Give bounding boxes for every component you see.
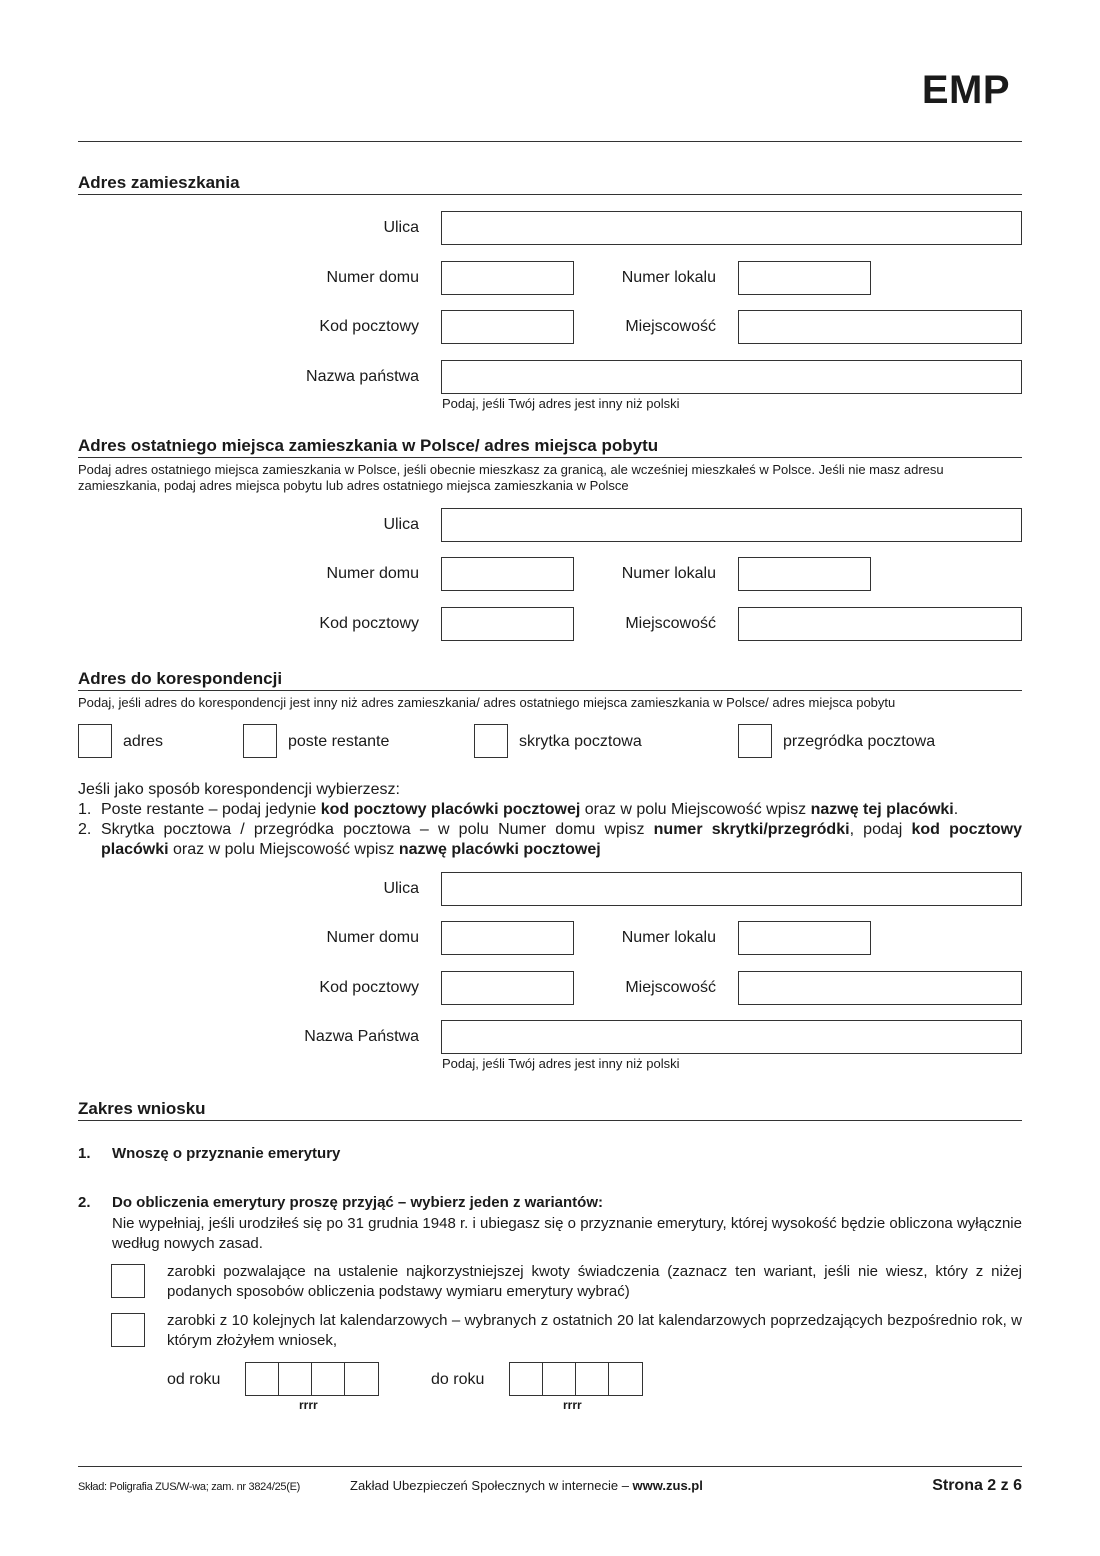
list-number: 2. (78, 1194, 91, 1211)
option-mailbox-label: przegródka pocztowa (783, 733, 936, 750)
country-input[interactable] (441, 1020, 1022, 1054)
list-number: 1. (78, 801, 92, 818)
postal-code-input[interactable] (441, 971, 574, 1005)
postal-code-label: Kod pocztowy (319, 318, 419, 335)
postal-code-input[interactable] (441, 607, 574, 641)
section-title-last-address: Adres ostatniego miejsca zamieszkania w Polsce/ adres miejsca pobytu (78, 436, 659, 455)
form-code: EMP (921, 68, 1010, 112)
street-input[interactable] (441, 211, 1022, 245)
section-title-address: Adres zamieszkania (78, 173, 240, 192)
house-number-input[interactable] (441, 261, 574, 295)
list-number: 2. (78, 821, 92, 838)
footer-divider (78, 1466, 1022, 1467)
section-divider (78, 1120, 1022, 1121)
postal-code-label: Kod pocztowy (319, 615, 419, 632)
to-year-label: do roku (431, 1371, 485, 1388)
flat-number-input[interactable] (738, 921, 871, 955)
city-input[interactable] (738, 310, 1022, 344)
variant-10-years-label: zarobki z 10 kolejnych lat kalendarzowych – wybranych z ostatnich 20 lat kalendarzowych poprzedzających bezpośrednio rok, w którym złożyłem wniosek, (167, 1312, 1022, 1349)
to-year-format: rrrr (563, 1398, 582, 1412)
option-poste-restante-label: poste restante (288, 733, 390, 750)
flat-number-label: Numer lokalu (621, 929, 716, 946)
to-year-input[interactable] (509, 1362, 643, 1396)
street-input[interactable] (441, 872, 1022, 906)
street-label: Ulica (383, 880, 419, 897)
section-description: Podaj adres ostatniego miejsca zamieszkania w Polsce, jeśli obecnie mieszkasz za granicą, ale wcześniej mieszkałeś w Polsce. Jeśli nie masz adresu zamieszkania, podaj adres miejsca pobytu lub adres ostatniego miejsca zamieszkania w Polsce (78, 462, 944, 493)
option-po-box-checkbox[interactable] (474, 724, 508, 758)
scope-item-2-title: Do obliczenia emerytury proszę przyjąć – wybierz jeden z wariantów: (112, 1194, 603, 1211)
house-number-label: Numer domu (326, 269, 419, 286)
page-number: Strona 2 z 6 (932, 1477, 1022, 1494)
country-label: Nazwa państwa (306, 368, 419, 385)
flat-number-label: Numer lokalu (621, 269, 716, 286)
option-poste-restante-checkbox[interactable] (243, 724, 277, 758)
section-description: Podaj, jeśli adres do korespondencji jest inny niż adres zamieszkania/ adres ostatniego miejsca zamieszkania w Polsce/ adres miejsca pobytu (78, 695, 896, 710)
variant-10-years-checkbox[interactable] (111, 1313, 145, 1347)
house-number-input[interactable] (441, 557, 574, 591)
option-po-box-label: skrytka pocztowa (519, 733, 642, 750)
country-label: Nazwa Państwa (304, 1028, 419, 1045)
country-hint: Podaj, jeśli Twój adres jest inny niż polski (442, 1056, 680, 1071)
section-title-scope: Zakres wniosku (78, 1099, 206, 1118)
postal-code-label: Kod pocztowy (319, 979, 419, 996)
flat-number-input[interactable] (738, 557, 871, 591)
city-label: Miejscowość (625, 979, 716, 996)
correspondence-instruction-1: Poste restante – podaj jedynie kod pocztowy placówki pocztowej oraz w polu Miejscowość wpisz nazwę tej placówki. (101, 801, 959, 818)
from-year-label: od roku (167, 1371, 221, 1388)
section-divider (78, 690, 1022, 691)
section-divider (78, 194, 1022, 195)
house-number-label: Numer domu (326, 929, 419, 946)
zus-website-link[interactable]: www.zus.pl (632, 1478, 703, 1493)
scope-item-2-note: Nie wypełniaj, jeśli urodziłeś się po 31 grudnia 1948 r. i ubiegasz się o przyznanie emerytury, której wysokość będzie obliczona wyłącznie według nowych zasad. (112, 1215, 1022, 1252)
scope-item-1-text: Wnoszę o przyznanie emerytury (112, 1145, 341, 1162)
option-address-label: adres (123, 733, 164, 750)
footer-print-info: Skład: Poligrafia ZUS/W-wa; zam. nr 3824/25(E) (78, 1481, 300, 1493)
house-number-input[interactable] (441, 921, 574, 955)
flat-number-label: Numer lokalu (621, 565, 716, 582)
list-number: 1. (78, 1145, 91, 1162)
footer-web: Zakład Ubezpieczeń Społecznych w internecie – www.zus.pl (350, 1478, 703, 1493)
option-address-checkbox[interactable] (78, 724, 112, 758)
correspondence-instruction-2: Skrytka pocztowa / przegródka pocztowa – w polu Numer domu wpisz numer skrytki/przegródki, podaj kod pocztowy placówki oraz w polu Miejscowość wpisz nazwę placówki pocztowej (101, 821, 1023, 858)
correspondence-intro: Jeśli jako sposób korespondencji wybierzesz: (78, 781, 400, 798)
variant-best-amount-checkbox[interactable] (111, 1264, 145, 1298)
header-divider (78, 141, 1022, 142)
street-label: Ulica (383, 516, 419, 533)
city-label: Miejscowość (625, 615, 716, 632)
variant-best-amount-label: zarobki pozwalające na ustalenie najkorzystniejszej kwoty świadczenia (zaznacz ten wariant, jeśli nie wiesz, który z niżej podanych sposobów obliczenia podstawy wymiaru emerytury wybrać) (167, 1263, 1022, 1300)
section-title-correspondence: Adres do korespondencji (78, 669, 283, 688)
postal-code-input[interactable] (441, 310, 574, 344)
section-divider (78, 457, 1022, 458)
house-number-label: Numer domu (326, 565, 419, 582)
from-year-format: rrrr (299, 1398, 318, 1412)
city-input[interactable] (738, 971, 1022, 1005)
city-input[interactable] (738, 607, 1022, 641)
street-input[interactable] (441, 508, 1022, 542)
street-label: Ulica (383, 219, 419, 236)
country-hint: Podaj, jeśli Twój adres jest inny niż polski (442, 396, 680, 411)
city-label: Miejscowość (625, 318, 716, 335)
from-year-input[interactable] (245, 1362, 379, 1396)
country-input[interactable] (441, 360, 1022, 394)
option-mailbox-checkbox[interactable] (738, 724, 772, 758)
flat-number-input[interactable] (738, 261, 871, 295)
